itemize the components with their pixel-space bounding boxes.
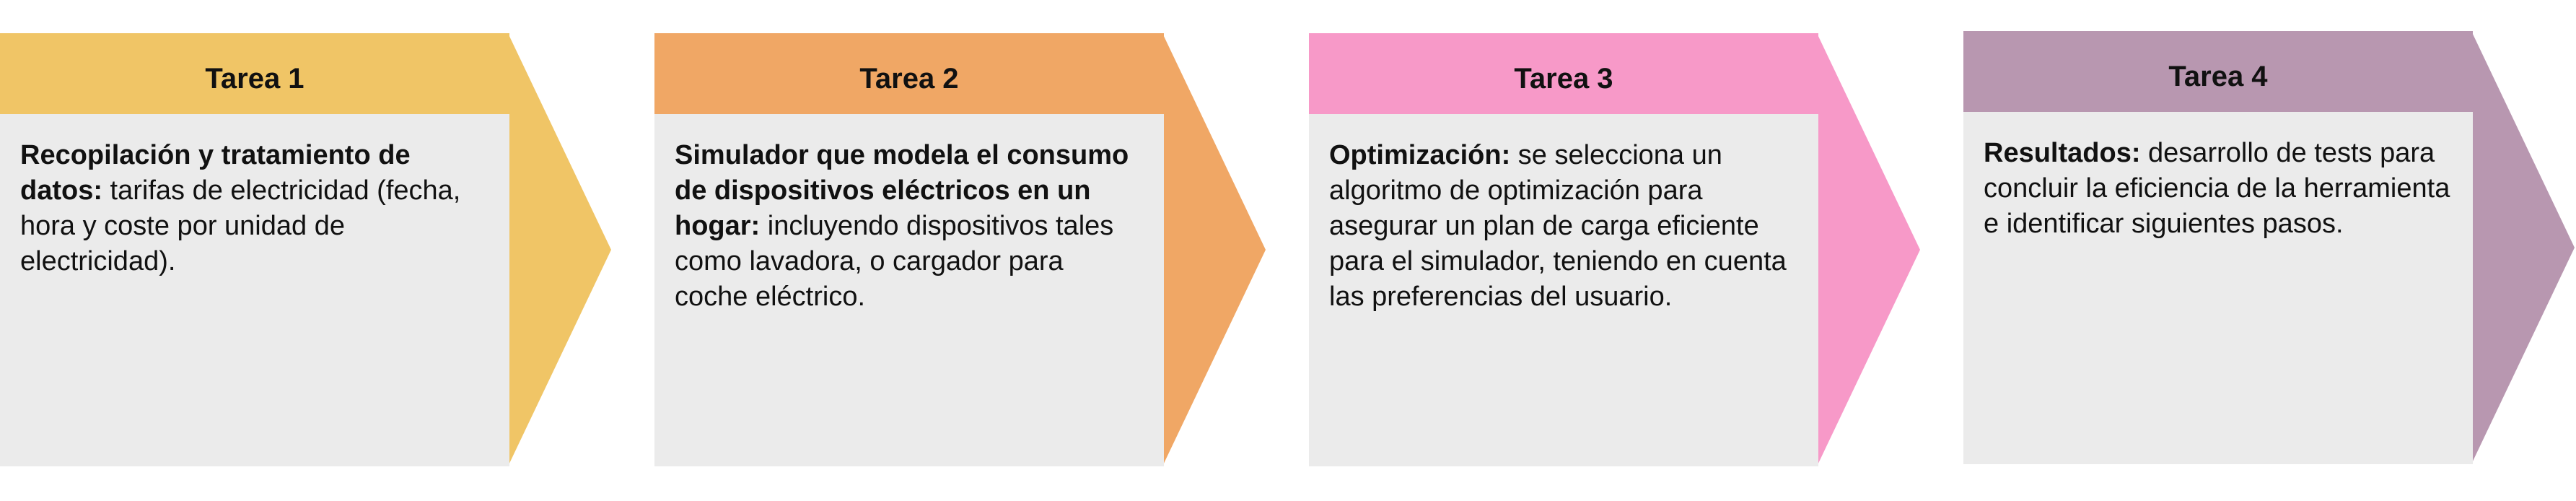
task-2-description-text: incluyendo dispositivos tales como lavadora, o cargador para coche eléctrico. [675,211,1114,312]
task-2-chevron-polygon [1162,33,1266,466]
task-3-box [1309,33,1818,466]
task-2-header [654,33,1164,114]
task-4-chevron-polygon [2471,31,2575,464]
task-3-description-bold: Optimización: [1329,140,1511,170]
task-1-arrow [508,33,613,466]
task-1-description-text: tarifas de electricidad (fecha, hora y coste por unidad de electricidad). [20,175,461,276]
task-3-title: Tarea 3 [1514,62,1613,95]
task-4-description-text: desarrollo de tests para concluir la eficiencia de la herramienta e identificar siguientes pasos. [1984,138,2450,239]
task-3-arrow [1817,33,1922,466]
task-1-chevron-shape [508,33,613,466]
task-2-arrow [1162,33,1267,466]
task-1-title: Tarea 1 [205,62,305,95]
task-4-title: Tarea 4 [2168,60,2268,92]
task-2-description [675,138,1144,315]
task-4-arrow [2471,31,2576,464]
task-4-header [1963,31,2473,112]
task-3-description-text: se selecciona un algoritmo de optimización para asegurar un plan de carga eficiente para el simulador, teniendo en cuenta las preferencias del usuario. [1329,140,1787,312]
task-4-description-bold: Resultados: [1984,138,2141,168]
task-1-chevron-polygon [508,33,611,466]
task-1-description-bold: Recopilación y tratamiento de datos: [20,140,411,206]
task-3-description [1329,138,1798,315]
task-2-description-bold: Simulador que modela el consumo de dispositivos eléctricos en un hogar: [675,140,1129,241]
task-3-chevron-polygon [1817,33,1920,466]
task-1-header [0,33,509,114]
task-4-description [1984,136,2453,242]
task-2-chevron-shape [1162,33,1267,466]
task-3-chevron-shape [1817,33,1922,466]
task-1-description [20,138,489,279]
task-1-box [0,33,509,466]
task-4-chevron-shape [2471,31,2576,464]
task-2-box [654,33,1164,466]
task-2-title: Tarea 2 [859,62,959,95]
task-3-header [1309,33,1818,114]
task-4-box [1963,31,2473,464]
